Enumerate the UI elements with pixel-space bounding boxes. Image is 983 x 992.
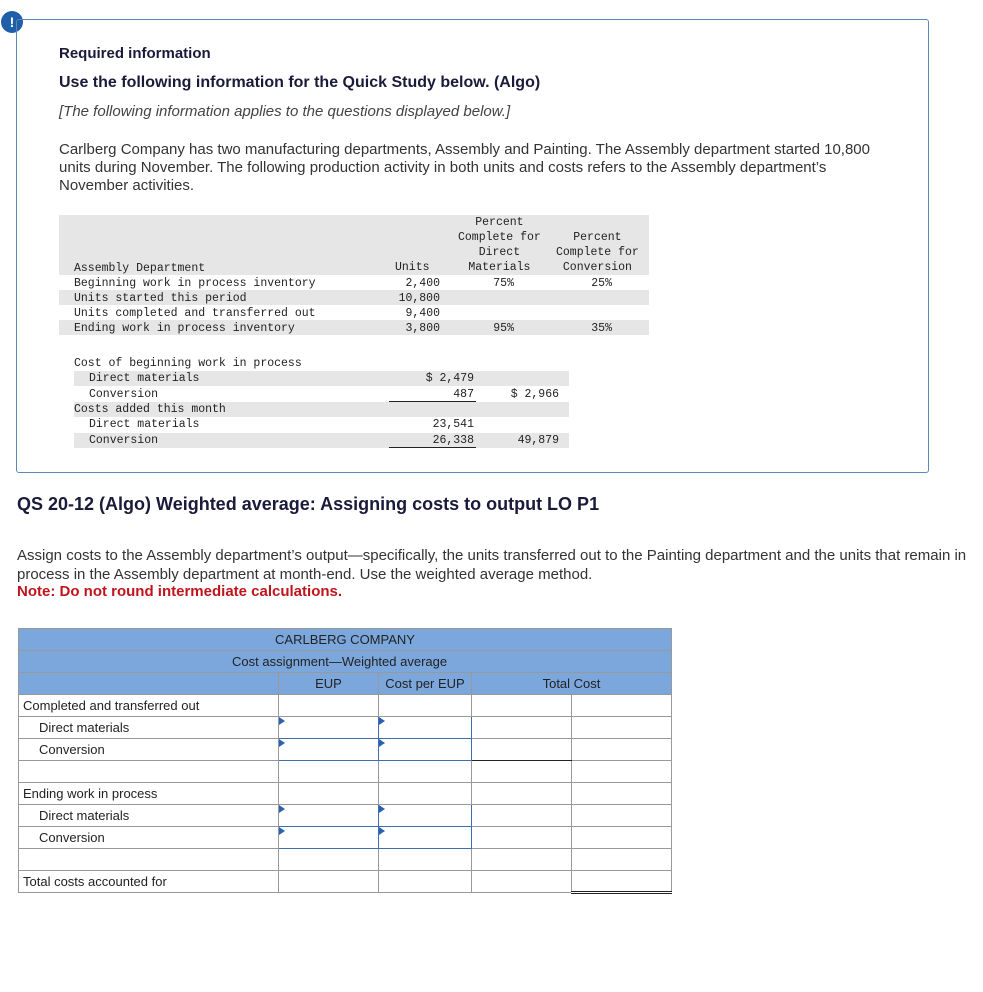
row-label: Ending work in process inventory — [74, 322, 295, 335]
col-dm-header: Percent Complete for Direct Materials — [458, 216, 541, 274]
eup-input[interactable] — [279, 805, 379, 827]
conv-label: Conversion — [19, 739, 279, 761]
use-following-heading: Use the following information for the Quick Study below. (Algo) — [59, 74, 541, 91]
completed-label: Completed and transferred out — [19, 695, 279, 717]
cost-conv-label: Conversion — [89, 434, 159, 447]
conv-label: Conversion — [19, 827, 279, 849]
cost-dm-label: Direct materials — [89, 418, 200, 431]
question-text: Assign costs to the Assembly department’s output—specifically, the units transferred out to the Painting department and the units that remain in process in the Assembly department at month-end. Use the weighted average method. — [17, 547, 967, 583]
units-value: 10,800 — [398, 292, 440, 305]
total-cost-header: Total Cost — [472, 673, 672, 695]
cost-per-eup-header: Cost per EUP — [379, 673, 472, 695]
add-total-value: 49,879 — [517, 434, 559, 447]
beg-conv-value: 487 — [453, 388, 474, 401]
eup-input[interactable] — [279, 717, 379, 739]
question-title: QS 20-12 (Algo) Weighted average: Assigning costs to output LO P1 — [17, 494, 600, 514]
alert-icon: ! — [1, 11, 23, 33]
col-conv-header: Percent Complete for Conversion — [556, 231, 639, 274]
cost-dm-label: Direct materials — [89, 372, 200, 385]
table-subtitle: Cost assignment—Weighted average — [19, 651, 672, 673]
dm-pct: 95% — [493, 322, 514, 335]
cost-per-eup-input[interactable] — [379, 739, 472, 761]
beg-total-value: $ 2,966 — [510, 388, 559, 401]
company-name: CARLBERG COMPANY — [19, 629, 672, 651]
applies-note: [The following information applies to the questions displayed below.] — [59, 103, 511, 120]
add-conv-value: 26,338 — [432, 434, 474, 447]
required-heading: Required information — [59, 45, 211, 62]
underline — [389, 401, 476, 402]
cost-conv-label: Conversion — [89, 388, 159, 401]
rounding-note: Note: Do not round intermediate calculations. — [17, 583, 343, 600]
row-label: Units completed and transferred out — [74, 307, 316, 320]
cost-per-eup-input[interactable] — [379, 717, 472, 739]
answer-table — [18, 628, 672, 894]
conv-pct: 25% — [591, 277, 612, 290]
intro-paragraph: Carlberg Company has two manufacturing departments, Assembly and Painting. The Assembly department started 10,800 units during November. The following production activity in both units and costs refers to the Assembly department’s November activities. — [59, 141, 870, 194]
dm-label: Direct materials — [19, 805, 279, 827]
total-label: Total costs accounted for — [19, 871, 279, 893]
units-value: 3,800 — [405, 322, 440, 335]
beg-dm-value: $ 2,479 — [425, 372, 474, 385]
ending-label: Ending work in process — [19, 783, 279, 805]
cost-beg-label: Cost of beginning work in process — [74, 357, 302, 370]
conv-pct: 35% — [591, 322, 612, 335]
add-dm-value: 23,541 — [432, 418, 474, 431]
eup-input[interactable] — [279, 827, 379, 849]
dm-pct: 75% — [493, 277, 514, 290]
underline — [389, 447, 476, 448]
row-label: Units started this period — [74, 292, 247, 305]
units-value: 2,400 — [405, 277, 440, 290]
eup-input[interactable] — [279, 739, 379, 761]
eup-header: EUP — [279, 673, 379, 695]
cost-added-label: Costs added this month — [74, 403, 226, 416]
row-label: Assembly Department — [74, 262, 206, 275]
cost-per-eup-input[interactable] — [379, 805, 472, 827]
col-units-header: Units — [395, 261, 430, 274]
units-value: 9,400 — [405, 307, 440, 320]
cost-per-eup-input[interactable] — [379, 827, 472, 849]
row-label: Beginning work in process inventory — [74, 277, 316, 290]
dm-label: Direct materials — [19, 717, 279, 739]
